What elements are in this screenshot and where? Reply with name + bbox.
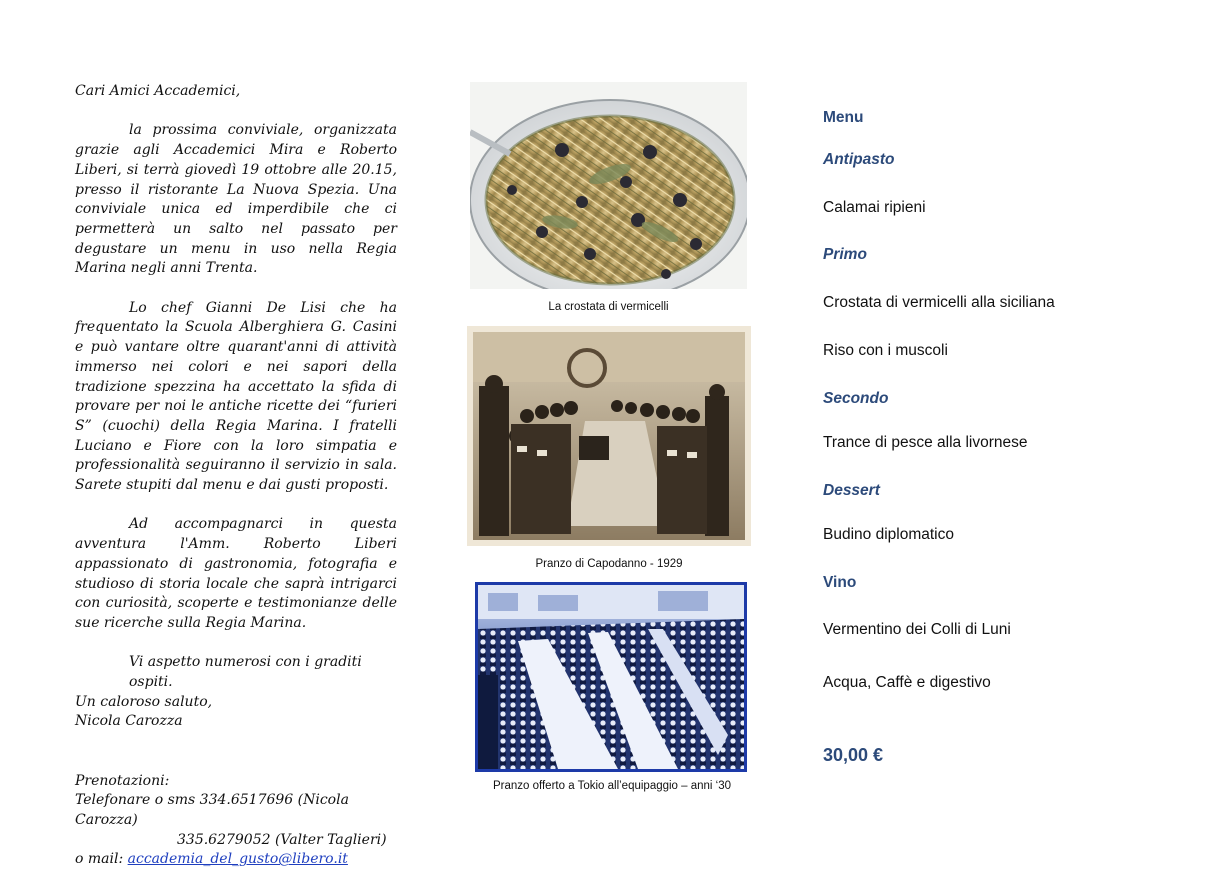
price: 30,00 € [823, 745, 884, 765]
booking-heading: Prenotazioni: [75, 772, 170, 789]
course-secondo: Secondo [823, 390, 889, 407]
course-antipasto: Antipasto [823, 151, 895, 168]
secondo-item: Trance di pesce alla livornese [823, 434, 1028, 451]
paragraph-1: la prossima conviviale, organizzata grazie agli Accademici Mira e Roberto Liberi, si terrà giovedì 19 ottobre alle 20.15, presso il ristorante La Nuova Spezia. Una conviviale unica ed imperdibile che ci permetterà un salto nel passato per degustare un menu in uso nella Regia Marina negli anni Trenta. [75, 122, 397, 277]
closing-line: Vi aspetto numerosi con i graditi ospiti. [129, 654, 362, 691]
phone-line-2: 335.6279052 (Valter Taglieri) [177, 831, 387, 848]
new-year-lunch-photo [467, 326, 751, 546]
photo-caption-3: Pranzo offerto a Tokio all’equipaggio – anni ‘30 [492, 780, 732, 792]
email-link[interactable]: accademia_del_gusto@libero.it [127, 851, 348, 868]
mail-prefix: o mail: [75, 851, 128, 868]
vino-item-2: Acqua, Caffè e digestivo [823, 674, 991, 691]
antipasto-item: Calamai ripieni [823, 199, 926, 216]
photo-caption-1: La crostata di vermicelli [548, 301, 669, 313]
photo-caption-2: Pranzo di Capodanno - 1929 [535, 558, 683, 570]
vino-item-1: Vermentino dei Colli di Luni [823, 621, 1011, 638]
closing-salute: Un caloroso saluto, [75, 693, 213, 710]
menu-title: Menu [823, 109, 864, 126]
course-primo: Primo [823, 246, 867, 263]
phone-line-1: Telefonare o sms 334.6517696 (Nicola Carozza) [75, 792, 349, 828]
mail-line [75, 850, 397, 870]
paragraph-2: Lo chef Gianni De Lisi che ha frequentato la Scuola Alberghiera G. Casini e può vantare oltre quarant'anni di attività immerso nei colori e nei sapori della tradizione spezzina ha accettato la sfida di provare per noi le antiche ricette dei “furieri S” (cuochi) della Regia Marina. I fratelli Luciano e Fiore con la loro simpatia e professionalità seguiranno il servizio in sala. Sarete stupiti dal menu e dai gusti proposti. [75, 299, 397, 494]
course-dessert: Dessert [823, 482, 880, 499]
primo-item-1: Crostata di vermicelli alla siciliana [823, 294, 1055, 311]
tokyo-lunch-photo [475, 582, 747, 772]
course-vino: Vino [823, 574, 857, 591]
primo-item-2: Riso con i muscoli [823, 342, 948, 359]
greeting: Cari Amici Accademici, [75, 83, 241, 99]
signature: Nicola Carozza [75, 713, 183, 730]
pasta-dish-photo [470, 82, 747, 289]
invitation-letter [75, 82, 397, 870]
paragraph-3: Ad accompagnarci in questa avventura l'Amm. Roberto Liberi appassionato di gastronomia, fotografia e studioso di storia locale che saprà intrigarci con curiosità, scoperte e testimonianze delle sue ricerche sulla Regia Marina. [75, 516, 397, 631]
dessert-item: Budino diplomatico [823, 526, 954, 543]
